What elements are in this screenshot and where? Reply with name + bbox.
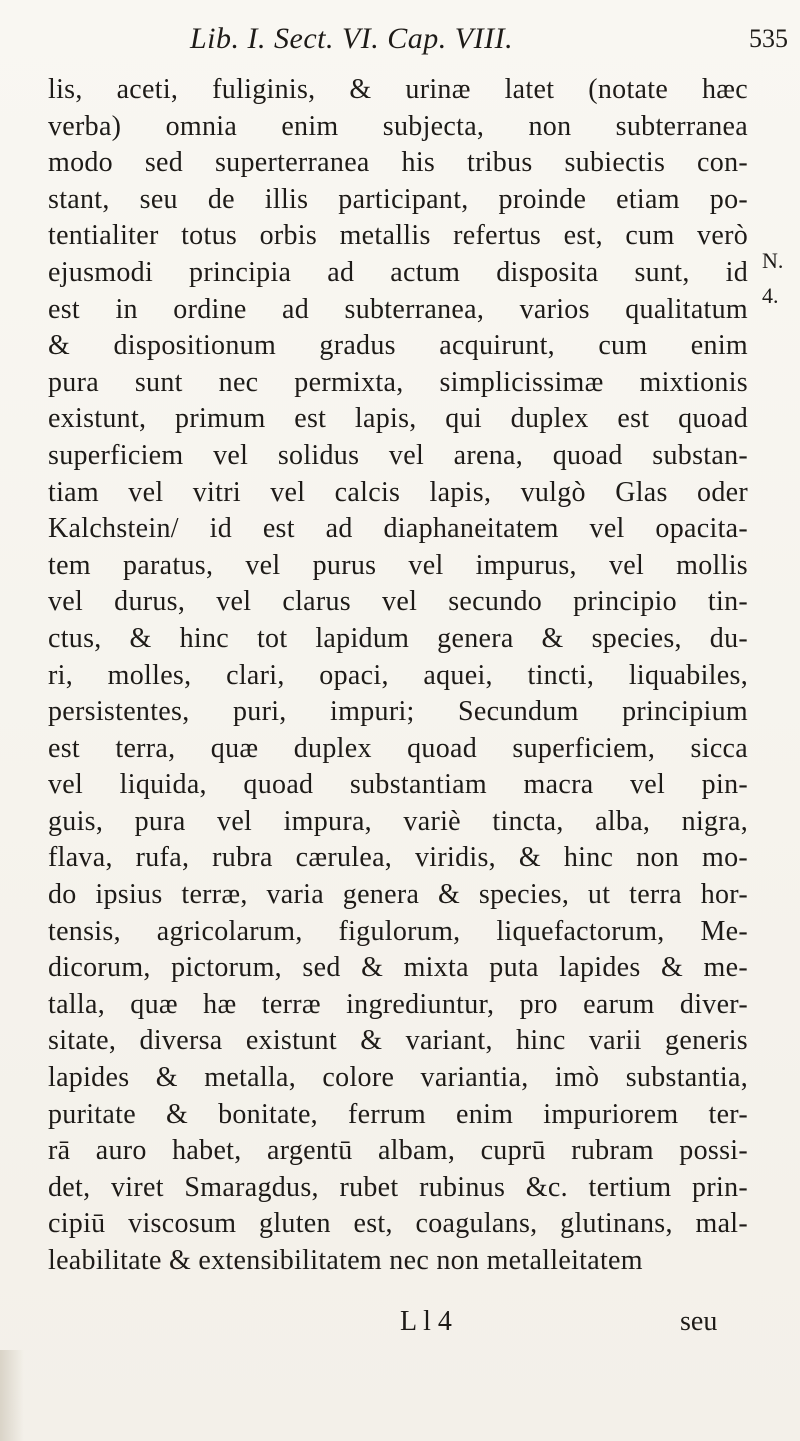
signature-mark: L l 4 — [400, 1306, 452, 1337]
page-header — [190, 22, 790, 62]
text-line: est terra, quæ duplex quoad superficiem, sicca — [48, 732, 748, 764]
text-line: modo sed superterranea his tribus subiectis con- — [48, 147, 748, 179]
text-line: dicorum, pictorum, sed & mixta puta lapides & me- — [48, 952, 748, 984]
text-line: stant, seu de illis participant, proinde etiam po- — [48, 183, 748, 215]
page-footer — [0, 1306, 800, 1346]
text-line: det, viret Smaragdus, rubet rubinus &c. tertium prin- — [48, 1171, 748, 1203]
text-line: talla, quæ hæ terræ ingrediuntur, pro earum diver- — [48, 988, 748, 1020]
catchword: seu — [680, 1306, 718, 1337]
text-line: lapides & metalla, colore variantia, imò substantia, — [48, 1062, 748, 1094]
text-line: tiam vel vitri vel calcis lapis, vulgò Glas oder — [48, 476, 748, 508]
text-line: & dispositionum gradus acquirunt, cum enim — [48, 330, 748, 362]
text-line: flava, rufa, rubra cærulea, viridis, & hinc non mo- — [48, 842, 748, 874]
body-text — [48, 72, 748, 1280]
text-line: rā auro habet, argentū albam, cuprū rubram possi- — [48, 1135, 748, 1167]
text-line: existunt, primum est lapis, qui duplex est quoad — [48, 403, 748, 435]
text-line: tentialiter totus orbis metallis refertus est, cum verò — [48, 220, 748, 252]
text-line: est in ordine ad subterranea, varios qualitatum — [48, 293, 748, 325]
page-edge-shadow — [0, 1350, 24, 1441]
text-line: guis, pura vel impura, variè tincta, alba, nigra, — [48, 805, 748, 837]
text-line: cipiū viscosum gluten est, coagulans, glutinans, mal- — [48, 1208, 748, 1240]
text-line: leabilitate & extensibilitatem nec non metalleitatem — [48, 1245, 643, 1276]
text-line: pura sunt nec permixta, simplicissimæ mixtionis — [48, 366, 748, 398]
text-line: tensis, agricolarum, figulorum, liquefactorum, Me- — [48, 915, 748, 947]
text-line: verba) omnia enim subjecta, non subterranea — [48, 110, 748, 142]
margin-note: 4. — [762, 283, 779, 308]
text-line: lis, aceti, fuliginis, & urinæ latet (notate hæc — [48, 74, 748, 105]
text-line: vel durus, vel clarus vel secundo principio tin- — [48, 586, 748, 618]
text-line: superficiem vel solidus vel arena, quoad substan- — [48, 439, 748, 471]
text-line: do ipsius terræ, varia genera & species, ut terra hor- — [48, 879, 748, 911]
text-line: tem paratus, vel purus vel impurus, vel mollis — [48, 549, 748, 581]
margin-note: N. — [762, 248, 784, 273]
text-line: sitate, diversa existunt & variant, hinc varii generis — [48, 1025, 748, 1057]
running-head: Lib. I. Sect. VI. Cap. VIII. — [190, 22, 514, 55]
text-line: Kalchstein/ id est ad diaphaneitatem vel opacita- — [48, 513, 748, 545]
text-line: ri, molles, clari, opaci, aquei, tincti, liquabiles, — [48, 659, 748, 691]
text-line: puritate & bonitate, ferrum enim impuriorem ter- — [48, 1098, 748, 1130]
text-line: vel liquida, quoad substantiam macra vel pin- — [48, 769, 748, 801]
page-number: 535 — [749, 24, 788, 53]
text-line: persistentes, puri, impuri; Secundum principium — [48, 696, 748, 728]
text-line: ctus, & hinc tot lapidum genera & species, du- — [48, 622, 748, 654]
text-line: ejusmodi principia ad actum disposita sunt, id — [48, 256, 748, 288]
